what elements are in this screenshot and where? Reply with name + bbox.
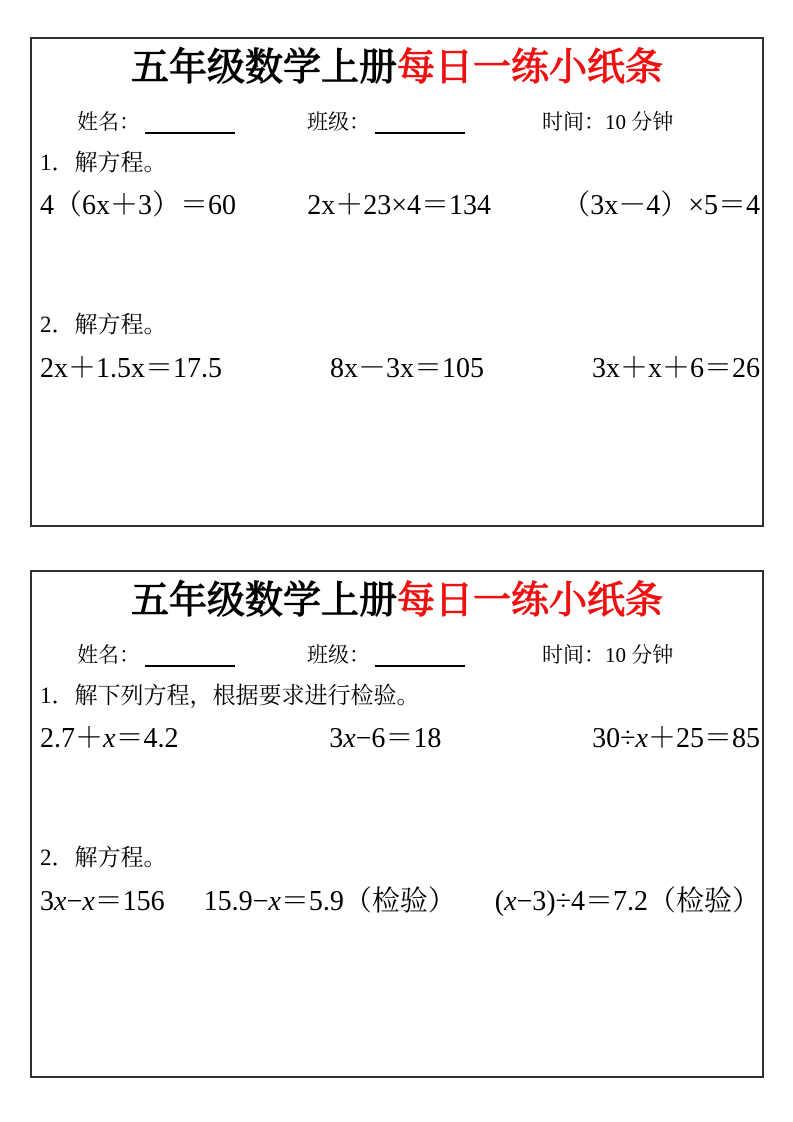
card-title-red: 每日一练小纸条 xyxy=(397,580,664,622)
card-title xyxy=(32,45,762,93)
time-label: 时间：10 分钟 xyxy=(542,109,674,134)
equation: （3x－4）×5＝4 xyxy=(562,190,760,222)
time-label: 时间：10 分钟 xyxy=(542,642,674,667)
equation: 8x－3x＝105 xyxy=(329,352,484,384)
header-fields-row xyxy=(77,643,752,668)
name-label: 姓名： xyxy=(77,642,140,667)
worksheet-card-2 xyxy=(30,570,764,1078)
class-label: 班级： xyxy=(307,109,370,134)
card-title-black: 五年级数学上册 xyxy=(130,47,397,89)
equation: 2x＋23×4＝134 xyxy=(307,190,491,222)
equation: 2.7＋x＝4.2 xyxy=(40,723,179,755)
equation: 3x−6＝18 xyxy=(329,723,442,755)
card-title xyxy=(32,578,762,626)
name-label: 姓名： xyxy=(77,109,140,134)
section-1-equation-row xyxy=(32,188,762,223)
worksheet-card-1 xyxy=(30,37,764,527)
section-1-heading: 1．解下列方程，根据要求进行检验。 xyxy=(40,682,420,708)
time-field-group xyxy=(542,643,673,668)
equation: 30÷x＋25＝85 xyxy=(592,723,760,755)
card-title-black: 五年级数学上册 xyxy=(130,580,397,622)
equation: 3x＋x＋6＝26 xyxy=(591,352,760,384)
name-blank-line xyxy=(145,644,235,667)
section-1-equation-row xyxy=(32,721,762,756)
section-2-equation-row xyxy=(32,351,762,386)
equation: 4（6x＋3）＝60 xyxy=(40,190,237,222)
section-2-heading: 2．解方程。 xyxy=(40,312,167,338)
equation: 15.9−x＝5.9（检验） xyxy=(203,885,456,917)
name-field-group xyxy=(77,110,307,135)
class-label: 班级： xyxy=(307,642,370,667)
section-2-equation-row xyxy=(32,884,762,919)
card-title-red: 每日一练小纸条 xyxy=(397,47,664,89)
time-field-group xyxy=(542,110,673,135)
class-field-group xyxy=(307,643,542,668)
section-2-heading: 2．解方程。 xyxy=(40,845,167,871)
class-blank-line xyxy=(375,111,465,134)
header-fields-row xyxy=(77,110,752,135)
class-field-group xyxy=(307,110,542,135)
class-blank-line xyxy=(375,644,465,667)
equation: 3x−x＝156 xyxy=(40,885,165,917)
equation: (x−3)÷4＝7.2（检验） xyxy=(494,885,760,917)
equation: 2x＋1.5x＝17.5 xyxy=(40,352,223,384)
name-blank-line xyxy=(145,111,235,134)
section-1-heading: 1．解方程。 xyxy=(40,149,167,175)
name-field-group xyxy=(77,643,307,668)
